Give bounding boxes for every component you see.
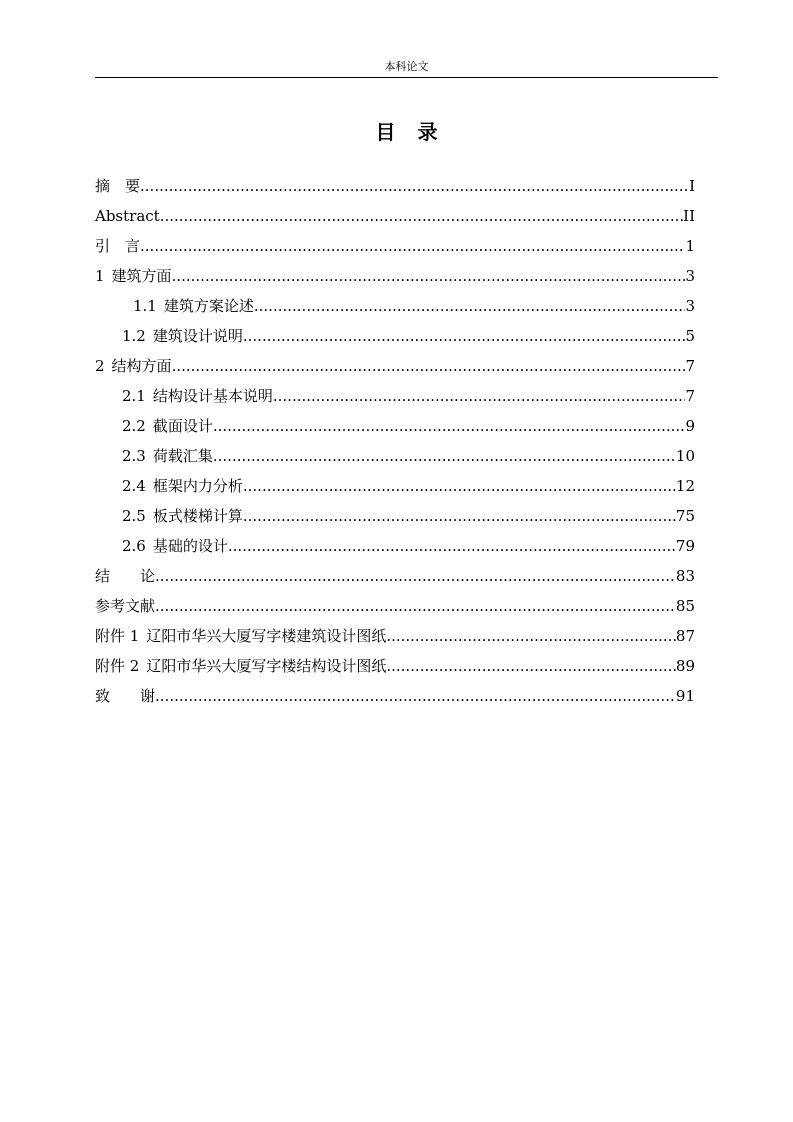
toc-entry-label — [95, 561, 155, 591]
toc-dot-leader — [386, 621, 676, 651]
toc-entry-number: 1.1 — [133, 297, 157, 315]
toc-title-char: 目 — [375, 120, 396, 144]
toc-entry-text: 辽阳市华兴大厦写字楼建筑设计图纸 — [146, 627, 387, 645]
toc-dot-leader — [172, 351, 686, 381]
toc-entry-number: 2.4 — [122, 477, 146, 495]
toc-entry-label — [133, 291, 254, 321]
toc-entry-text: 建筑设计说明 — [152, 327, 243, 345]
toc-entry-text: 引 言 — [95, 237, 141, 255]
toc-entry[interactable] — [95, 561, 695, 591]
toc-entry-text: 框架内力分析 — [152, 477, 243, 495]
toc-entry[interactable] — [95, 441, 695, 471]
toc-entry-text: Abstract — [95, 207, 160, 225]
toc-dot-leader — [172, 261, 686, 291]
table-of-contents — [95, 171, 695, 711]
toc-dot-leader — [155, 561, 676, 591]
toc-dot-leader — [243, 321, 686, 351]
toc-entry-text: 致 谢 — [95, 687, 156, 705]
toc-entry[interactable] — [95, 651, 695, 681]
toc-entry-label — [122, 381, 273, 411]
toc-entry-text: 建筑方案论述 — [163, 297, 254, 315]
toc-entry[interactable] — [95, 681, 695, 711]
toc-entry-page: 89 — [675, 657, 695, 675]
toc-entry[interactable] — [95, 381, 695, 411]
toc-entry-page: 3 — [685, 297, 695, 315]
toc-entry-label — [122, 441, 213, 471]
toc-dot-leader — [386, 651, 676, 681]
toc-dot-leader — [160, 201, 683, 231]
toc-entry-label — [122, 411, 213, 441]
toc-entry-label — [95, 171, 140, 201]
toc-entry-page: 87 — [675, 627, 695, 645]
toc-entry-text: 参考文献 — [95, 597, 156, 615]
page-header-text: 本科论文 — [384, 60, 429, 73]
toc-entry-text: 基础的设计 — [152, 537, 228, 555]
toc-dot-leader — [228, 531, 676, 561]
toc-entry[interactable] — [95, 231, 695, 261]
toc-entry-text: 结 论 — [95, 567, 156, 585]
toc-entry-page: 85 — [675, 597, 695, 615]
toc-entry-page: 7 — [685, 357, 695, 375]
toc-entry-label — [95, 351, 172, 381]
toc-entry-page: 1 — [685, 237, 695, 255]
toc-entry-number: 1.2 — [122, 327, 146, 345]
toc-entry[interactable] — [95, 201, 695, 231]
toc-entry-page: 91 — [675, 687, 695, 705]
toc-dot-leader — [213, 411, 686, 441]
toc-entry[interactable] — [95, 591, 695, 621]
toc-dot-leader — [243, 471, 676, 501]
toc-entry[interactable] — [95, 621, 695, 651]
toc-entry-page: 12 — [675, 477, 695, 495]
toc-entry-label — [95, 651, 386, 681]
toc-entry-number: 2 — [95, 357, 105, 375]
toc-entry-page: 83 — [675, 567, 695, 585]
toc-entry[interactable] — [95, 531, 695, 561]
toc-entry[interactable] — [95, 171, 695, 201]
toc-dot-leader — [140, 171, 689, 201]
toc-entry-page: 3 — [685, 267, 695, 285]
toc-entry-number: 附件 2 — [95, 657, 140, 675]
toc-dot-leader — [243, 501, 676, 531]
toc-entry-label — [122, 321, 243, 351]
toc-entry-number: 2.5 — [122, 507, 146, 525]
toc-dot-leader — [155, 681, 676, 711]
toc-entry-number: 2.2 — [122, 417, 146, 435]
toc-entry-page: 79 — [675, 537, 695, 555]
toc-entry[interactable] — [95, 291, 695, 321]
toc-title — [95, 117, 718, 147]
toc-entry-page: 9 — [685, 417, 695, 435]
page-header — [95, 58, 718, 78]
toc-entry-page: 5 — [685, 327, 695, 345]
toc-entry-page: II — [683, 207, 695, 225]
toc-entry-page: 75 — [675, 507, 695, 525]
toc-entry[interactable] — [95, 411, 695, 441]
toc-entry-number: 2.1 — [122, 387, 146, 405]
toc-entry-label — [122, 471, 243, 501]
toc-entry[interactable] — [95, 501, 695, 531]
toc-entry-text: 结构方面 — [111, 357, 172, 375]
toc-entry-text: 建筑方面 — [111, 267, 172, 285]
toc-entry-text: 荷载汇集 — [152, 447, 213, 465]
toc-entry-label — [122, 501, 243, 531]
toc-entry[interactable] — [95, 471, 695, 501]
toc-entry[interactable] — [95, 351, 695, 381]
toc-entry-text: 辽阳市华兴大厦写字楼结构设计图纸 — [146, 657, 387, 675]
toc-entry-label — [122, 531, 228, 561]
toc-dot-leader — [140, 231, 685, 261]
toc-entry[interactable] — [95, 261, 695, 291]
toc-entry-page: 7 — [685, 387, 695, 405]
toc-entry-text: 截面设计 — [152, 417, 213, 435]
toc-entry-label — [95, 261, 172, 291]
toc-dot-leader — [273, 381, 686, 411]
toc-entry-page: I — [689, 177, 695, 195]
toc-entry-number: 1 — [95, 267, 105, 285]
toc-entry-label — [95, 231, 140, 261]
toc-entry-text: 板式楼梯计算 — [152, 507, 243, 525]
toc-entry-number: 附件 1 — [95, 627, 140, 645]
toc-title-char: 录 — [417, 120, 438, 144]
toc-entry-page: 10 — [675, 447, 695, 465]
toc-entry-text: 摘 要 — [95, 177, 141, 195]
toc-entry[interactable] — [95, 321, 695, 351]
toc-entry-label — [95, 681, 155, 711]
toc-dot-leader — [155, 591, 676, 621]
toc-entry-number: 2.3 — [122, 447, 146, 465]
toc-entry-label — [95, 201, 160, 231]
toc-entry-label — [95, 621, 386, 651]
toc-entry-label — [95, 591, 155, 621]
toc-entry-text: 结构设计基本说明 — [152, 387, 273, 405]
toc-dot-leader — [254, 291, 686, 321]
toc-dot-leader — [213, 441, 676, 471]
toc-entry-number: 2.6 — [122, 537, 146, 555]
